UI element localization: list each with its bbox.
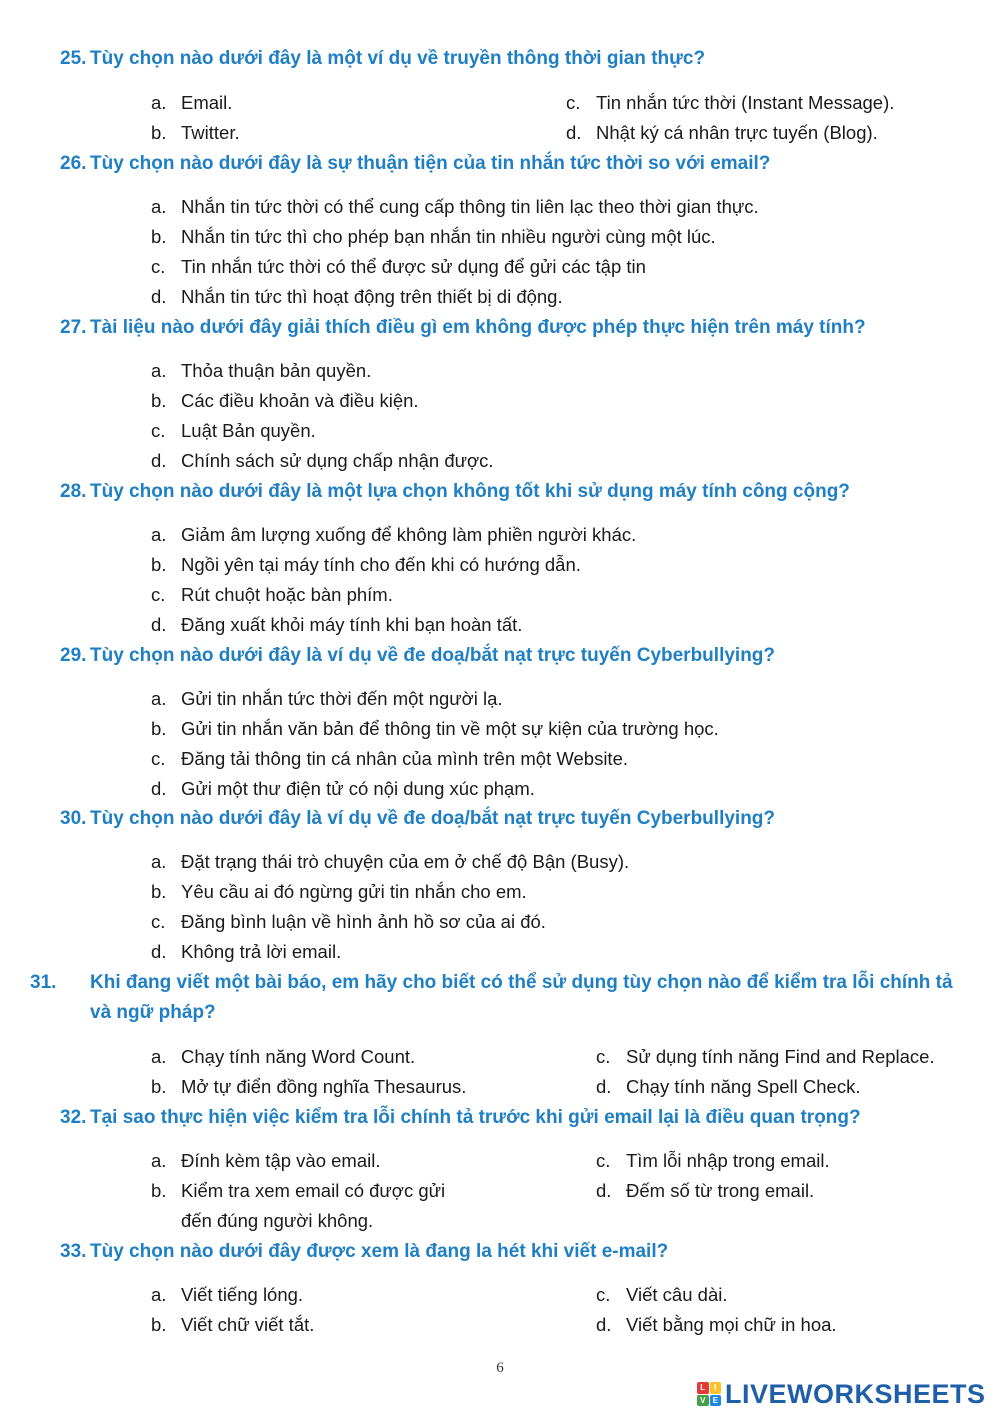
page-number: 6 — [496, 1360, 504, 1376]
option-32d[interactable]: d. Đếm số từ trong email. — [596, 1180, 815, 1201]
option-26d[interactable]: d. Nhắn tin tức thì hoạt động trên thiết bị di động. — [151, 286, 563, 307]
option-30a[interactable]: a. Đặt trạng thái trò chuyện của em ở chế độ Bận (Busy). — [151, 851, 630, 872]
question-33: 33. Tùy chọn nào dưới đây được xem là đang la hét khi viết e-mail? — [60, 1241, 669, 1262]
brand-name: LIVEWORKSHEETS — [725, 1378, 986, 1409]
option-33c[interactable]: c. Viết câu dài. — [596, 1284, 728, 1305]
option-32c[interactable]: c. Tìm lỗi nhập trong email. — [596, 1150, 830, 1171]
option-31a[interactable]: a. Chạy tính năng Word Count. — [151, 1046, 416, 1067]
option-32b[interactable]: b. Kiểm tra xem email có được gửi đến đúng người không. — [151, 1180, 446, 1231]
option-33b[interactable]: b. Viết chữ viết tắt. — [151, 1314, 315, 1335]
option-27b[interactable]: b. Các điều khoản và điều kiện. — [151, 390, 419, 411]
question-31: 31. Khi đang viết một bài báo, em hãy cho biết có thể sử dụng tùy chọn nào để kiểm tra lỗi chính tả và ngữ pháp? — [30, 972, 953, 1023]
option-26a[interactable]: a. Nhắn tin tức thời có thể cung cấp thông tin liên lạc theo thời gian thực. — [151, 196, 759, 217]
option-30c[interactable]: c. Đăng bình luận về hình ảnh hồ sơ của ai đó. — [151, 911, 546, 932]
option-27c[interactable]: c. Luật Bản quyền. — [151, 420, 316, 441]
option-32a[interactable]: a. Đính kèm tập vào email. — [151, 1150, 381, 1171]
question-25: 25. Tùy chọn nào dưới đây là một ví dụ về truyền thông thời gian thực? — [60, 48, 706, 69]
option-26c[interactable]: c. Tin nhắn tức thời có thể được sử dụng để gửi các tập tin — [151, 256, 646, 277]
option-28c[interactable]: c. Rút chuột hoặc bàn phím. — [151, 584, 393, 605]
option-28a[interactable]: a. Giảm âm lượng xuống để không làm phiền người khác. — [151, 524, 637, 545]
option-29b[interactable]: b. Gửi tin nhắn văn bản để thông tin về một sự kiện của trường học. — [151, 718, 719, 739]
option-27d[interactable]: d. Chính sách sử dụng chấp nhận được. — [151, 450, 494, 471]
option-29c[interactable]: c. Đăng tải thông tin cá nhân của mình trên một Website. — [151, 748, 628, 769]
option-28d[interactable]: d. Đăng xuất khỏi máy tính khi bạn hoàn tất. — [151, 614, 523, 635]
option-25a[interactable]: a. Email. — [151, 92, 233, 113]
option-25c[interactable]: c. Tin nhắn tức thời (Instant Message). — [566, 92, 895, 113]
option-29d[interactable]: d. Gửi một thư điện tử có nội dung xúc phạm. — [151, 778, 535, 799]
option-25b[interactable]: b. Twitter. — [151, 122, 240, 143]
question-26: 26. Tùy chọn nào dưới đây là sự thuận tiện của tin nhắn tức thời so với email? — [60, 153, 771, 174]
option-31b[interactable]: b. Mở tự điển đồng nghĩa Thesaurus. — [151, 1076, 467, 1097]
option-27a[interactable]: a. Thỏa thuận bản quyền. — [151, 360, 372, 381]
liveworksheets-brand[interactable] — [697, 1379, 986, 1409]
question-30: 30. Tùy chọn nào dưới đây là ví dụ về đe doạ/bắt nạt trực tuyến Cyberbullying? — [60, 808, 776, 829]
question-32: 32. Tại sao thực hiện việc kiểm tra lỗi chính tả trước khi gửi email lại là điều quan trọng? — [60, 1107, 861, 1128]
option-26b[interactable]: b. Nhắn tin tức thì cho phép bạn nhắn tin nhiều người cùng một lúc. — [151, 226, 716, 247]
option-33a[interactable]: a. Viết tiếng lóng. — [151, 1284, 304, 1305]
option-31c[interactable]: c. Sử dụng tính năng Find and Replace. — [596, 1046, 935, 1067]
option-30d[interactable]: d. Không trả lời email. — [151, 941, 342, 962]
option-28b[interactable]: b. Ngồi yên tại máy tính cho đến khi có hướng dẫn. — [151, 554, 581, 575]
option-29a[interactable]: a. Gửi tin nhắn tức thời đến một người lạ. — [151, 688, 503, 709]
option-30b[interactable]: b. Yêu cầu ai đó ngừng gửi tin nhắn cho em. — [151, 881, 527, 902]
question-29: 29. Tùy chọn nào dưới đây là ví dụ về đe doạ/bắt nạt trực tuyến Cyberbullying? — [60, 645, 776, 666]
question-27: 27. Tài liệu nào dưới đây giải thích điều gì em không được phép thực hiện trên máy tính? — [60, 317, 866, 338]
question-28: 28. Tùy chọn nào dưới đây là một lựa chọn không tốt khi sử dụng máy tính công cộng? — [60, 481, 850, 502]
option-33d[interactable]: d. Viết bằng mọi chữ in hoa. — [596, 1314, 837, 1335]
liveworksheets-logo-icon: L I V E — [697, 1382, 721, 1406]
option-31d[interactable]: d. Chạy tính năng Spell Check. — [596, 1076, 861, 1097]
option-25d[interactable]: d. Nhật ký cá nhân trực tuyến (Blog). — [566, 122, 878, 143]
